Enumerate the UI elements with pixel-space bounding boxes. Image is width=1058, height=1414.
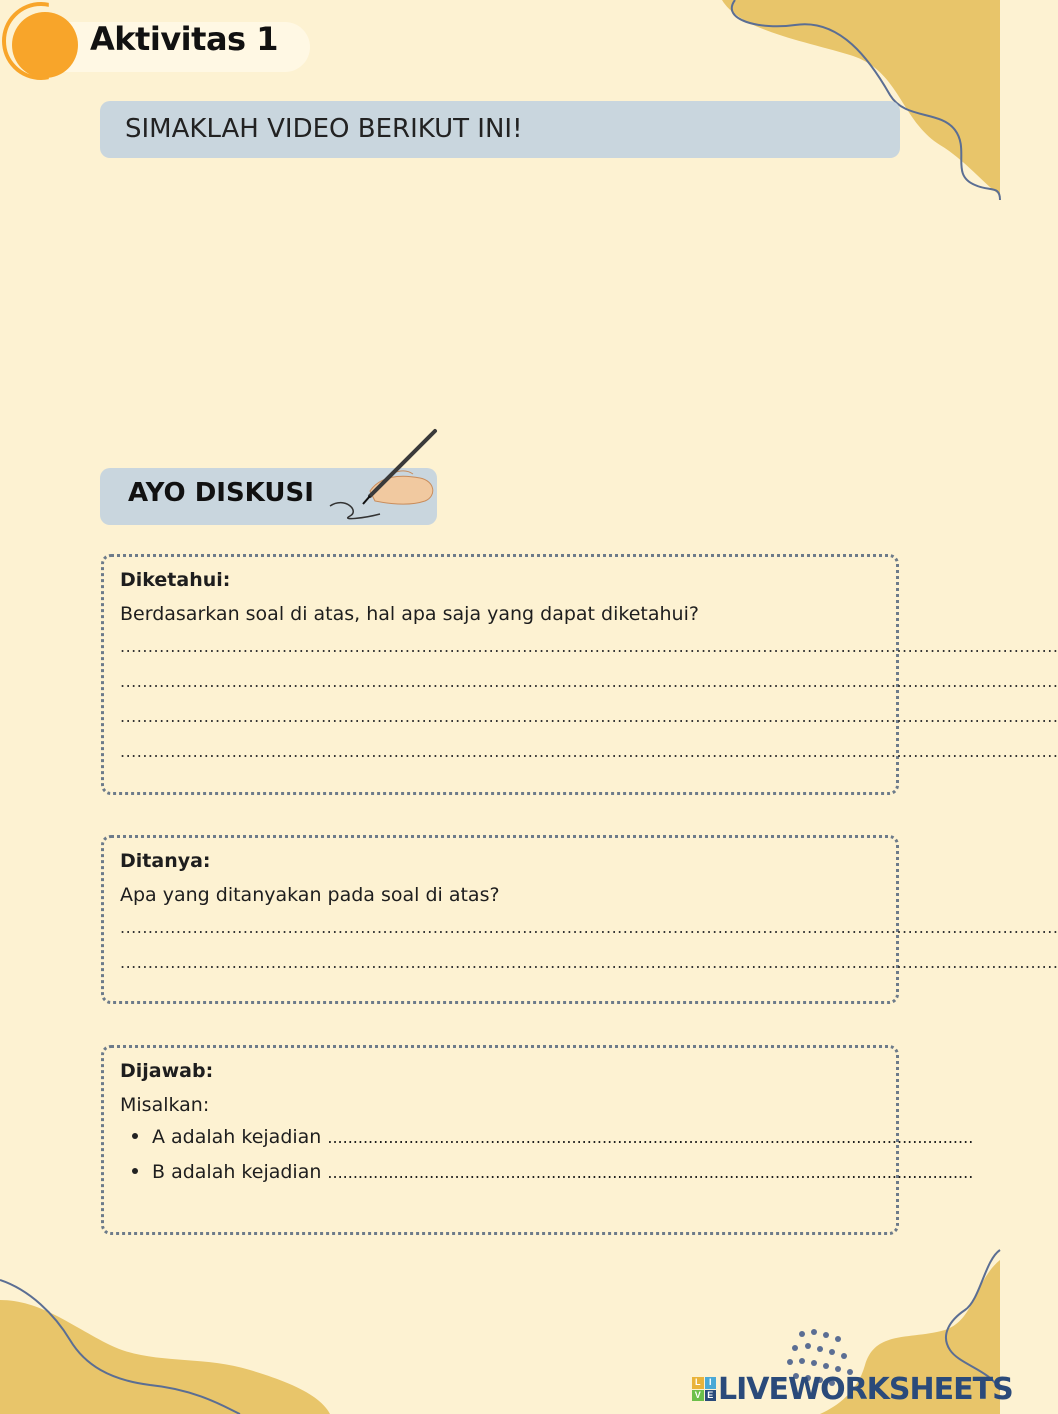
list-item <box>120 1120 974 1155</box>
event-a-label: A adalah kejadian <box>152 1126 322 1148</box>
liveworksheets-brand <box>692 1371 1013 1407</box>
asked-section <box>101 835 1058 1004</box>
video-instruction-banner: SIMAKLAH VIDEO BERIKUT INI! <box>100 101 900 158</box>
answer-title: Dijawab: <box>120 1060 214 1082</box>
asked-title: Ditanya: <box>120 850 211 872</box>
answer-section <box>101 1045 974 1235</box>
known-title: Diketahui: <box>120 569 231 591</box>
event-b-label: B adalah kejadian <box>152 1161 322 1183</box>
known-answer-line[interactable]: ........................................................................................................................................................................ <box>120 742 1058 761</box>
writing-hand-icon <box>325 426 440 528</box>
bullet-icon <box>132 1168 138 1174</box>
known-question: Berdasarkan soal di atas, hal apa saja yang dapat diketahui? <box>120 603 699 625</box>
known-section <box>101 554 1058 795</box>
bullet-icon <box>132 1133 138 1139</box>
known-answer-line[interactable]: ........................................................................................................................................................................ <box>120 707 1058 726</box>
asked-answer-line[interactable]: ........................................................................................................................................................................ <box>120 918 1058 937</box>
top-right-blob-decoration <box>700 0 1000 200</box>
event-b-answer-line[interactable]: ............................................................................................................................... <box>327 1163 974 1182</box>
asked-answer-line[interactable]: ........................................................................................................................................................................ <box>120 953 1058 972</box>
discussion-heading: AYO DISKUSI <box>100 468 437 525</box>
liveworksheets-wordmark: LIVEWORKSHEETS <box>718 1371 1013 1407</box>
list-item <box>120 1155 974 1190</box>
known-answer-line[interactable]: ........................................................................................................................................................................ <box>120 672 1058 691</box>
bottom-left-blob-decoration <box>0 1270 340 1414</box>
answer-intro: Misalkan: <box>120 1094 210 1116</box>
liveworksheets-logo-icon: L I V E <box>692 1377 716 1401</box>
page-title: Aktivitas 1 <box>90 20 278 58</box>
asked-question: Apa yang ditanyakan pada soal di atas? <box>120 884 500 906</box>
event-a-answer-line[interactable]: ............................................................................................................................... <box>327 1128 974 1147</box>
header-orange-circle <box>12 12 78 78</box>
known-answer-line[interactable]: ........................................................................................................................................................................ <box>120 637 1058 656</box>
